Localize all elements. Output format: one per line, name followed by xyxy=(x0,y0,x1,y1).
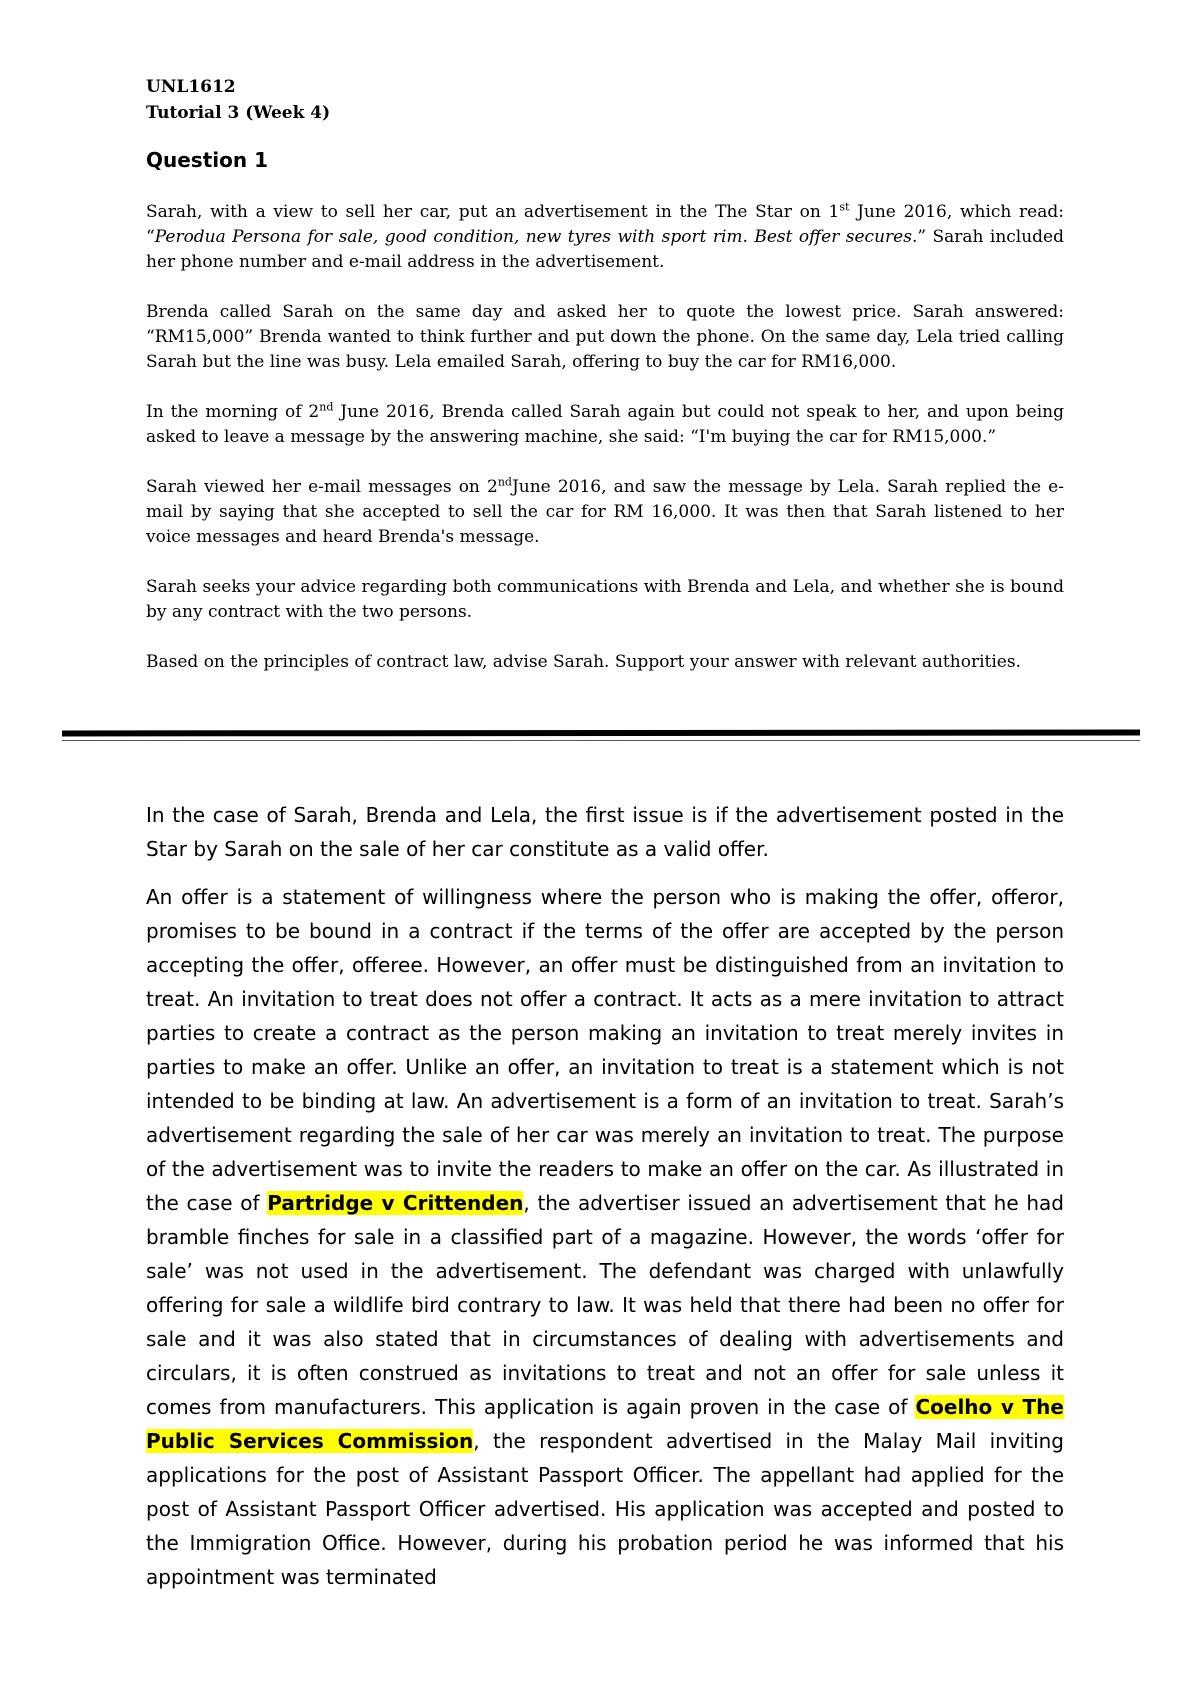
question-paragraph-6: Based on the principles of contract law, advise Sarah. Support your answer with relevant authorities. xyxy=(146,652,1021,672)
question-paragraph-5: Sarah seeks your advice regarding both communications with Brenda and Lela, and whether she is bound by any contract with the two persons. xyxy=(146,577,1064,622)
section-divider-underline xyxy=(62,740,1140,741)
section-divider xyxy=(62,730,1140,737)
question-paragraph-2: Brenda called Sarah on the same day and asked her to quote the lowest price. Sarah answered: “RM15,000” Brenda wanted to think further and put down the phone. On the same day, Lela tried calling Sarah but the line was busy. Lela emailed Sarah, offering to buy the car for RM16,000. xyxy=(146,302,1064,372)
answer-paragraph-1: In the case of Sarah, Brenda and Lela, the first issue is if the advertisement posted in the Star by Sarah on the sale of her car constitute as a valid offer. xyxy=(146,803,1064,861)
answer-paragraph-2: An offer is a statement of willingness where the person who is making the offer, offeror, promises to be bound in a contract if the terms of the offer are accepted by the person accepting the offer, offeree. However, an offer must be distinguished from an invitation to treat. An invitation to treat does not offer a contract. It acts as a mere invitation to attract parties to create a contract as the person making an invitation to treat merely invites in parties to make an offer. Unlike an offer, an invitation to treat is a statement which is not intended to be binding at law. An advertisement is a form of an invitation to treat. Sarah’s advertisement regarding the sale of her car was merely an invitation to treat. The purpose of the advertisement was to invite the readers to make an offer on the car. As illustrated in the case of Partridge v Crittenden, the advertiser issued an advertisement that he had bramble finches for sale in a classified part of a magazine. However, the words ‘offer for sale’ was not used in the advertisement. The defendant was charged with unlawfully offering for sale a wildlife bird contrary to law. It was held that there had been no offer for sale and it was also stated that in circumstances of dealing with advertisements and circulars, it is often construed as invitations to treat and not an offer for sale unless it comes from manufacturers. This application is again proven in the case of Coelho v The Public Services Commission, the respondent advertised in the Malay Mail inviting applications for the post of Assistant Passport Officer. The appellant had applied for the post of Assistant Passport Officer advertised. His application was accepted and posted to the Immigration Office. However, during his probation period he was informed that his appointment was terminated xyxy=(146,885,1065,1589)
question-title: Question 1 xyxy=(146,148,268,172)
advertisement-quote: Perodua Persona for sale, good condition, new tyres with sport rim. Best offer secures xyxy=(154,227,912,247)
question-body xyxy=(146,200,1064,700)
answer-body xyxy=(146,798,1064,1608)
tutorial-label: Tutorial 3 (Week 4) xyxy=(146,103,331,123)
question-paragraph-3: In the morning of 2nd June 2016, Brenda called Sarah again but could not speak to her, and upon being asked to leave a message by the answering machine, she said: “I'm buying the car for RM15,000.” xyxy=(146,400,1064,447)
case-citation-partridge: Partridge v Crittenden xyxy=(267,1191,524,1215)
question-paragraph-4: Sarah viewed her e-mail messages on 2ndJune 2016, and saw the message by Lela. Sarah replied the e-mail by saying that she accepted to sell the car for RM 16,000. It was then that Sarah listened to her voice messages and heard Brenda's message. xyxy=(146,475,1064,547)
question-paragraph-1: Sarah, with a view to sell her car, put an advertisement in the The Star on 1st June 2016, which read: “Perodua Persona for sale, good condition, new tyres with sport rim. Best offer secures.” Sarah included her phone number and e-mail address in the advertisement. xyxy=(146,200,1064,272)
course-code: UNL1612 xyxy=(146,77,236,97)
case-citation-coelho: Coelho v The Public Services Commission xyxy=(146,1395,1064,1453)
document-header xyxy=(146,74,330,126)
